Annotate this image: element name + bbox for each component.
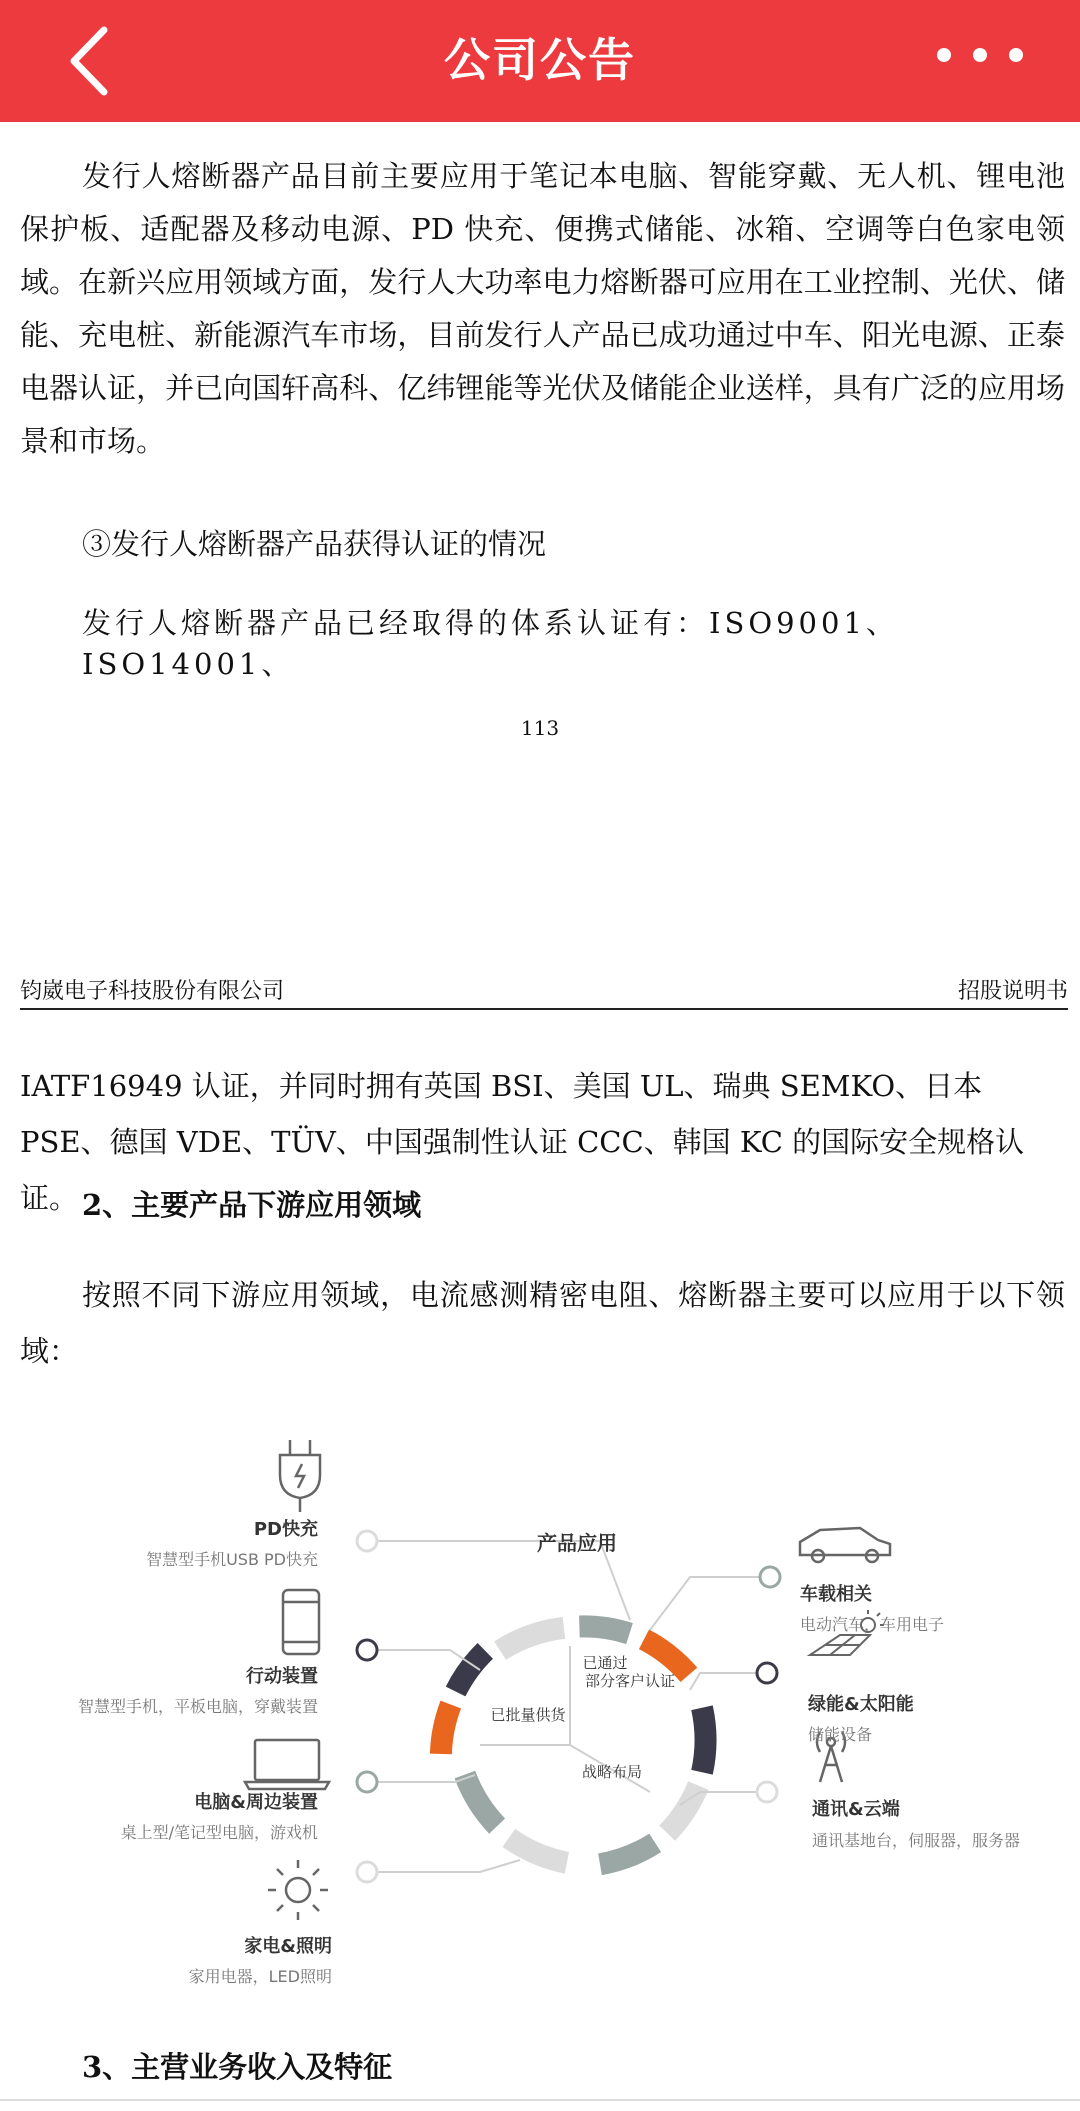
company-name: 钧崴电子科技股份有限公司 bbox=[20, 979, 285, 1004]
page-number: 113 bbox=[520, 716, 560, 740]
plug-icon bbox=[280, 1440, 320, 1512]
car-icon bbox=[800, 1528, 890, 1562]
connector-node-telecom bbox=[757, 1782, 777, 1802]
right-item-desc-car: 电动汽车，车用电子 bbox=[800, 1615, 945, 1634]
ring-segment-top-light bbox=[500, 1628, 564, 1651]
section-heading-revenue: 3、主营业务收入及特征 bbox=[82, 2050, 393, 2084]
ring-segment-light-right-bottom bbox=[667, 1786, 698, 1834]
center-label-product-application: 产品应用 bbox=[537, 1531, 617, 1555]
connector-car bbox=[650, 1577, 770, 1630]
right-item-desc-telecom: 通讯基地台，伺服器，服务器 bbox=[812, 1831, 1021, 1850]
lightbulb-icon bbox=[268, 1860, 328, 1920]
left-item-title-pd: PD快充 bbox=[253, 1519, 318, 1540]
segment-label-certified-line1: 已通过 bbox=[582, 1654, 628, 1672]
bottom-divider bbox=[0, 2099, 1080, 2101]
paragraph-downstream-fields: 按照不同下游应用领域，电流感测精密电阻、熔断器主要可以应用于以下领域： bbox=[20, 1278, 1065, 1368]
left-item-desc-appliance: 家用电器，LED照明 bbox=[188, 1967, 332, 1986]
paragraph-fuse-applications: 发行人熔断器产品目前主要应用于笔记本电脑、智能穿戴、无人机、锂电池保护板、适配器及移动电源、PD 快充、便携式储能、冰箱、空调等白色家电领域。在新兴应用领域方面，发行人大功率电力熔断器可应用在工业控制、光伏、储能、充电桩、新能源汽车市场，目前发行人产品已成功通过中车、阳光电源、正泰电器认证，并已向国轩高科、亿纬锂能等光伏及储能企业送样，具有广泛的应用场景和市场。 bbox=[20, 159, 1065, 458]
connector-node-car bbox=[760, 1567, 780, 1587]
more-icon[interactable] bbox=[930, 40, 1030, 70]
right-item-title-telecom: 通讯&云端 bbox=[812, 1799, 900, 1820]
document-type: 招股说明书 bbox=[957, 979, 1068, 1004]
paragraph-certifications-continued: IATF16949 认证，并同时拥有英国 BSI、美国 UL、瑞典 SEMKO、日本 PSE、德国 VDE、TÜV、中国强制性认证 CCC、韩国 KC 的国际安全规格认证。 bbox=[20, 1069, 1025, 1215]
connector-appliance bbox=[367, 1860, 520, 1872]
segment-label-certified-line2: 部分客户认证 bbox=[584, 1672, 676, 1690]
laptop-icon bbox=[245, 1740, 329, 1789]
right-item-title-car: 车载相关 bbox=[800, 1584, 872, 1605]
product-application-diagram bbox=[0, 1420, 1080, 2020]
page-title: 公司公告 bbox=[444, 33, 636, 87]
right-item-title-solar: 绿能&太阳能 bbox=[808, 1694, 914, 1715]
connector-node-solar bbox=[757, 1663, 777, 1683]
connector-node-appliance bbox=[357, 1862, 377, 1882]
left-item-title-appliance: 家电&照明 bbox=[244, 1936, 332, 1957]
segment-label-mass-supply: 已批量供货 bbox=[490, 1706, 566, 1724]
connector-node-mobile bbox=[357, 1640, 377, 1660]
section-heading-downstream: 2、主要产品下游应用领域 bbox=[82, 1188, 422, 1222]
phone-icon bbox=[283, 1590, 319, 1654]
left-item-desc-laptop: 桌上型/笔记型电脑，游戏机 bbox=[120, 1823, 318, 1842]
document-header bbox=[20, 972, 1068, 1010]
ring-segment-gray-bottom-right bbox=[600, 1843, 655, 1864]
connector-node-pd bbox=[357, 1531, 377, 1551]
connector-node-laptop bbox=[357, 1772, 377, 1792]
segment-label-strategic: 战略布局 bbox=[581, 1763, 643, 1781]
left-item-title-mobile: 行动装置 bbox=[246, 1666, 318, 1687]
ring-segment-top-gray bbox=[579, 1626, 629, 1633]
right-item-desc-solar: 储能设备 bbox=[808, 1725, 873, 1744]
left-item-title-laptop: 电脑&周边装置 bbox=[194, 1792, 318, 1813]
paragraph-certifications: 发行人熔断器产品已经取得的体系认证有：ISO9001、ISO14001、 bbox=[82, 606, 899, 681]
ring-segment-light-bottom bbox=[509, 1838, 567, 1863]
ring-segment-dark-right bbox=[702, 1708, 706, 1773]
left-item-desc-mobile: 智慧型手机，平板电脑，穿戴装置 bbox=[77, 1697, 318, 1716]
connector-solar bbox=[690, 1673, 767, 1690]
ring-segment-orange-right bbox=[644, 1639, 689, 1675]
item-certification-heading: ③发行人熔断器产品获得认证的情况 bbox=[82, 527, 547, 561]
top-bar bbox=[0, 0, 1080, 122]
left-item-desc-pd: 智慧型手机USB PD快充 bbox=[146, 1550, 318, 1569]
ring-segment-orange-left bbox=[441, 1705, 451, 1754]
ring-segment-gray-left bbox=[465, 1775, 497, 1827]
